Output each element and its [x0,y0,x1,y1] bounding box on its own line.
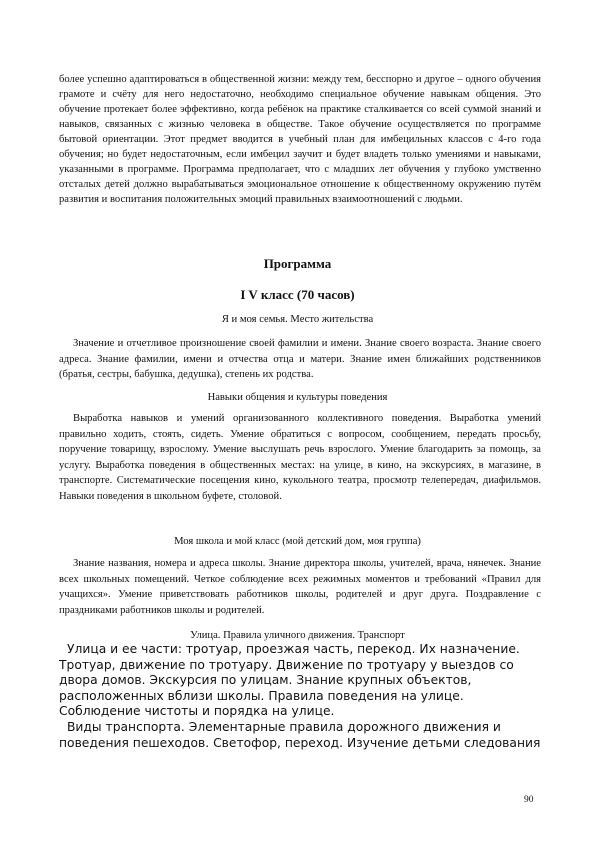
page-number: 90 [524,795,534,805]
section-text-street [59,642,549,751]
intro-paragraph: более успешно адаптироваться в общественной жизни: между тем, бесспорно и другое – одного обучения грамоте и счёту для него недостаточно, необходимо специальное обучение навыкам общения. Это обучение протекает более эффективно, когда ребёнок на практике сталкивается со всей суммой знаний и навыков, связанных с жизнью человека в обществе. Такое обучение осуществляется по программе бытовой ориентации. Этот предмет вводится в учебный план для имбецильных классов с 4-го года обучения; но будет недостаточным, если имбецил заучит и будет владеть только умениями и навыками, указанными в программе. Программа предполагает, что с младших лет обучения у глубоко умственно отсталых детей должно вырабатываться эмоциональное отношение к общественному окружению путём развития и воспитания положительных эмоций правильных взаимоотношений с людьми. [59,74,541,205]
section-heading-street: Улица. Правила уличного движения. Транспорт [190,630,405,641]
section-heading-family: Я и моя семья. Место жительства [221,314,374,325]
street-paragraph-2: Виды транспорта. Элементарные правила дорожного движения и поведения пешеходов. Светофор, переход. Изучение детьми следования [59,719,541,750]
section-text-communication: Выработка навыков и умений организованного коллективного поведения. Выработка умений правильно ходить, стоять, сидеть. Умение обратиться с вопросом, сообщением, передать просьбу, поручение товарищу, взрослому. Умение выслушать речь взрослого. Умение благодарить за помощь, за услугу. Выработка поведения в общественных местах: на улице, в кино, на экскурсиях, в магазине, в транспорте. Систематические посещения кино, кукольного театра, просмотр телепередач, диафильмов. Навыки поведения в школьном буфете, столовой. [59,413,541,502]
section-text-school: Знание названия, номера и адреса школы. Знание директора школы, учителей, врача, нянечек. Знание всех школьных помещений. Четкое соблюдение всех режимных моментов и требований «Правил для учащихся». Умение приветствовать работников школы, родителей и друг друга. Поздравление с праздниками работников школы и родителей. [59,558,541,616]
section-heading-school: Моя школа и мой класс (мой детский дом, моя группа) [174,536,421,547]
grade-title: I V класс (70 часов) [240,287,355,302]
program-title: Программа [263,256,332,271]
section-text-family: Значение и отчетливое произношение своей фамилии и имени. Знание своего возраста. Знание своего адреса. Знание фамилии, имени и отчества отца и матери. Знание имен ближайших родственников (братья, сестры, бабушка, дедушка), степень их родства. [59,338,541,380]
street-paragraph-1: Улица и ее части: тротуар, проезжая часть, перекод. Их назначение. Тротуар, движение по тротуару. Движение по тротуару у выездов со двора домов. Экскурсия по улицам. Знание крупных объектов, расположенных вблизи школы. Правила поведения на улице. Соблюдение чистоты и порядка на улице. [59,642,520,719]
section-heading-communication: Навыки общения и культуры поведения [207,392,388,403]
